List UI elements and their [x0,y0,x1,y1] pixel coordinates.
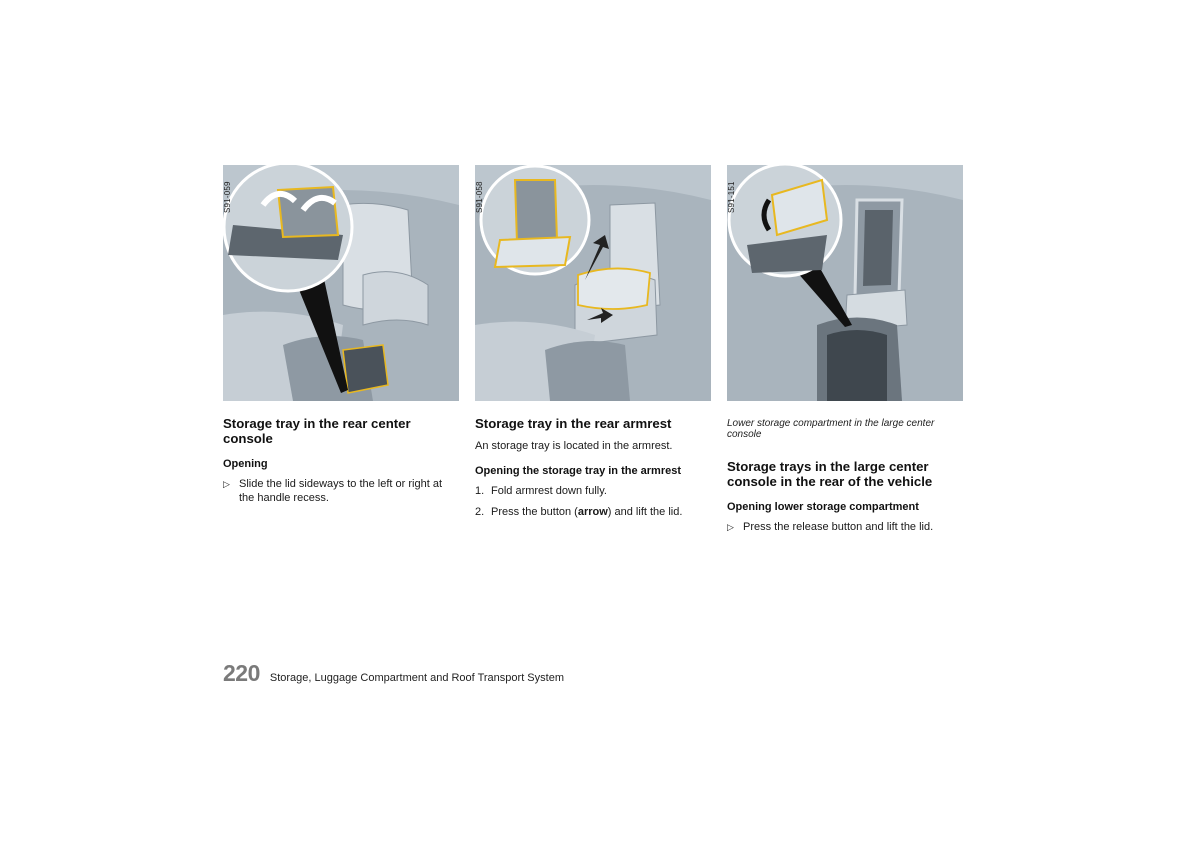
figure-code: S91-151 [727,181,736,213]
page-number: 220 [223,660,260,686]
intro-text: An storage tray is located in the armrest. [475,440,673,452]
subheading-opening-lower: Opening lower storage compartment [727,501,919,513]
section-title: Storage tray in the rear armrest [475,416,672,431]
section-title: Storage trays in the large center console in the rear of the vehicle [727,459,933,489]
figure-large-center-console [727,165,963,401]
step-number: 1. [475,485,485,497]
instruction-step [727,520,963,534]
page-footer [223,660,564,687]
step-number: 2. [475,506,485,518]
instruction-step [223,477,459,505]
figure-code: S91-059 [223,181,232,213]
step-text-bold: arrow [577,506,608,518]
numbered-step-2 [475,505,711,519]
illustration-rear-console [223,165,459,401]
illustration-rear-armrest [475,165,711,401]
section-title: Storage tray in the rear center console [223,416,411,446]
step-text: Slide the lid sideways to the left or right at the handle recess. [239,478,442,504]
step-text-post: ) and lift the lid. [607,506,683,518]
numbered-step-1 [475,484,711,498]
figure-rear-center-console [223,165,459,401]
subheading-opening-armrest: Opening the storage tray in the armrest [475,465,681,477]
figure-code: S91-058 [475,181,484,213]
step-marker-icon: ▷ [727,522,734,532]
column-large-center-console [727,165,963,534]
figure-rear-armrest [475,165,711,401]
figure-caption: Lower storage compartment in the large center console [727,418,935,440]
step-text: Press the release button and lift the lid. [743,521,934,533]
step-text: Fold armrest down fully. [491,485,607,497]
column-rear-armrest [475,165,711,519]
column-rear-center-console [223,165,459,505]
illustration-large-console [727,165,963,401]
step-text-pre: Press the button ( [491,506,578,518]
step-marker-icon: ▷ [223,479,230,489]
subheading-opening: Opening [223,458,268,470]
chapter-title: Storage, Luggage Compartment and Roof Transport System [269,672,564,684]
